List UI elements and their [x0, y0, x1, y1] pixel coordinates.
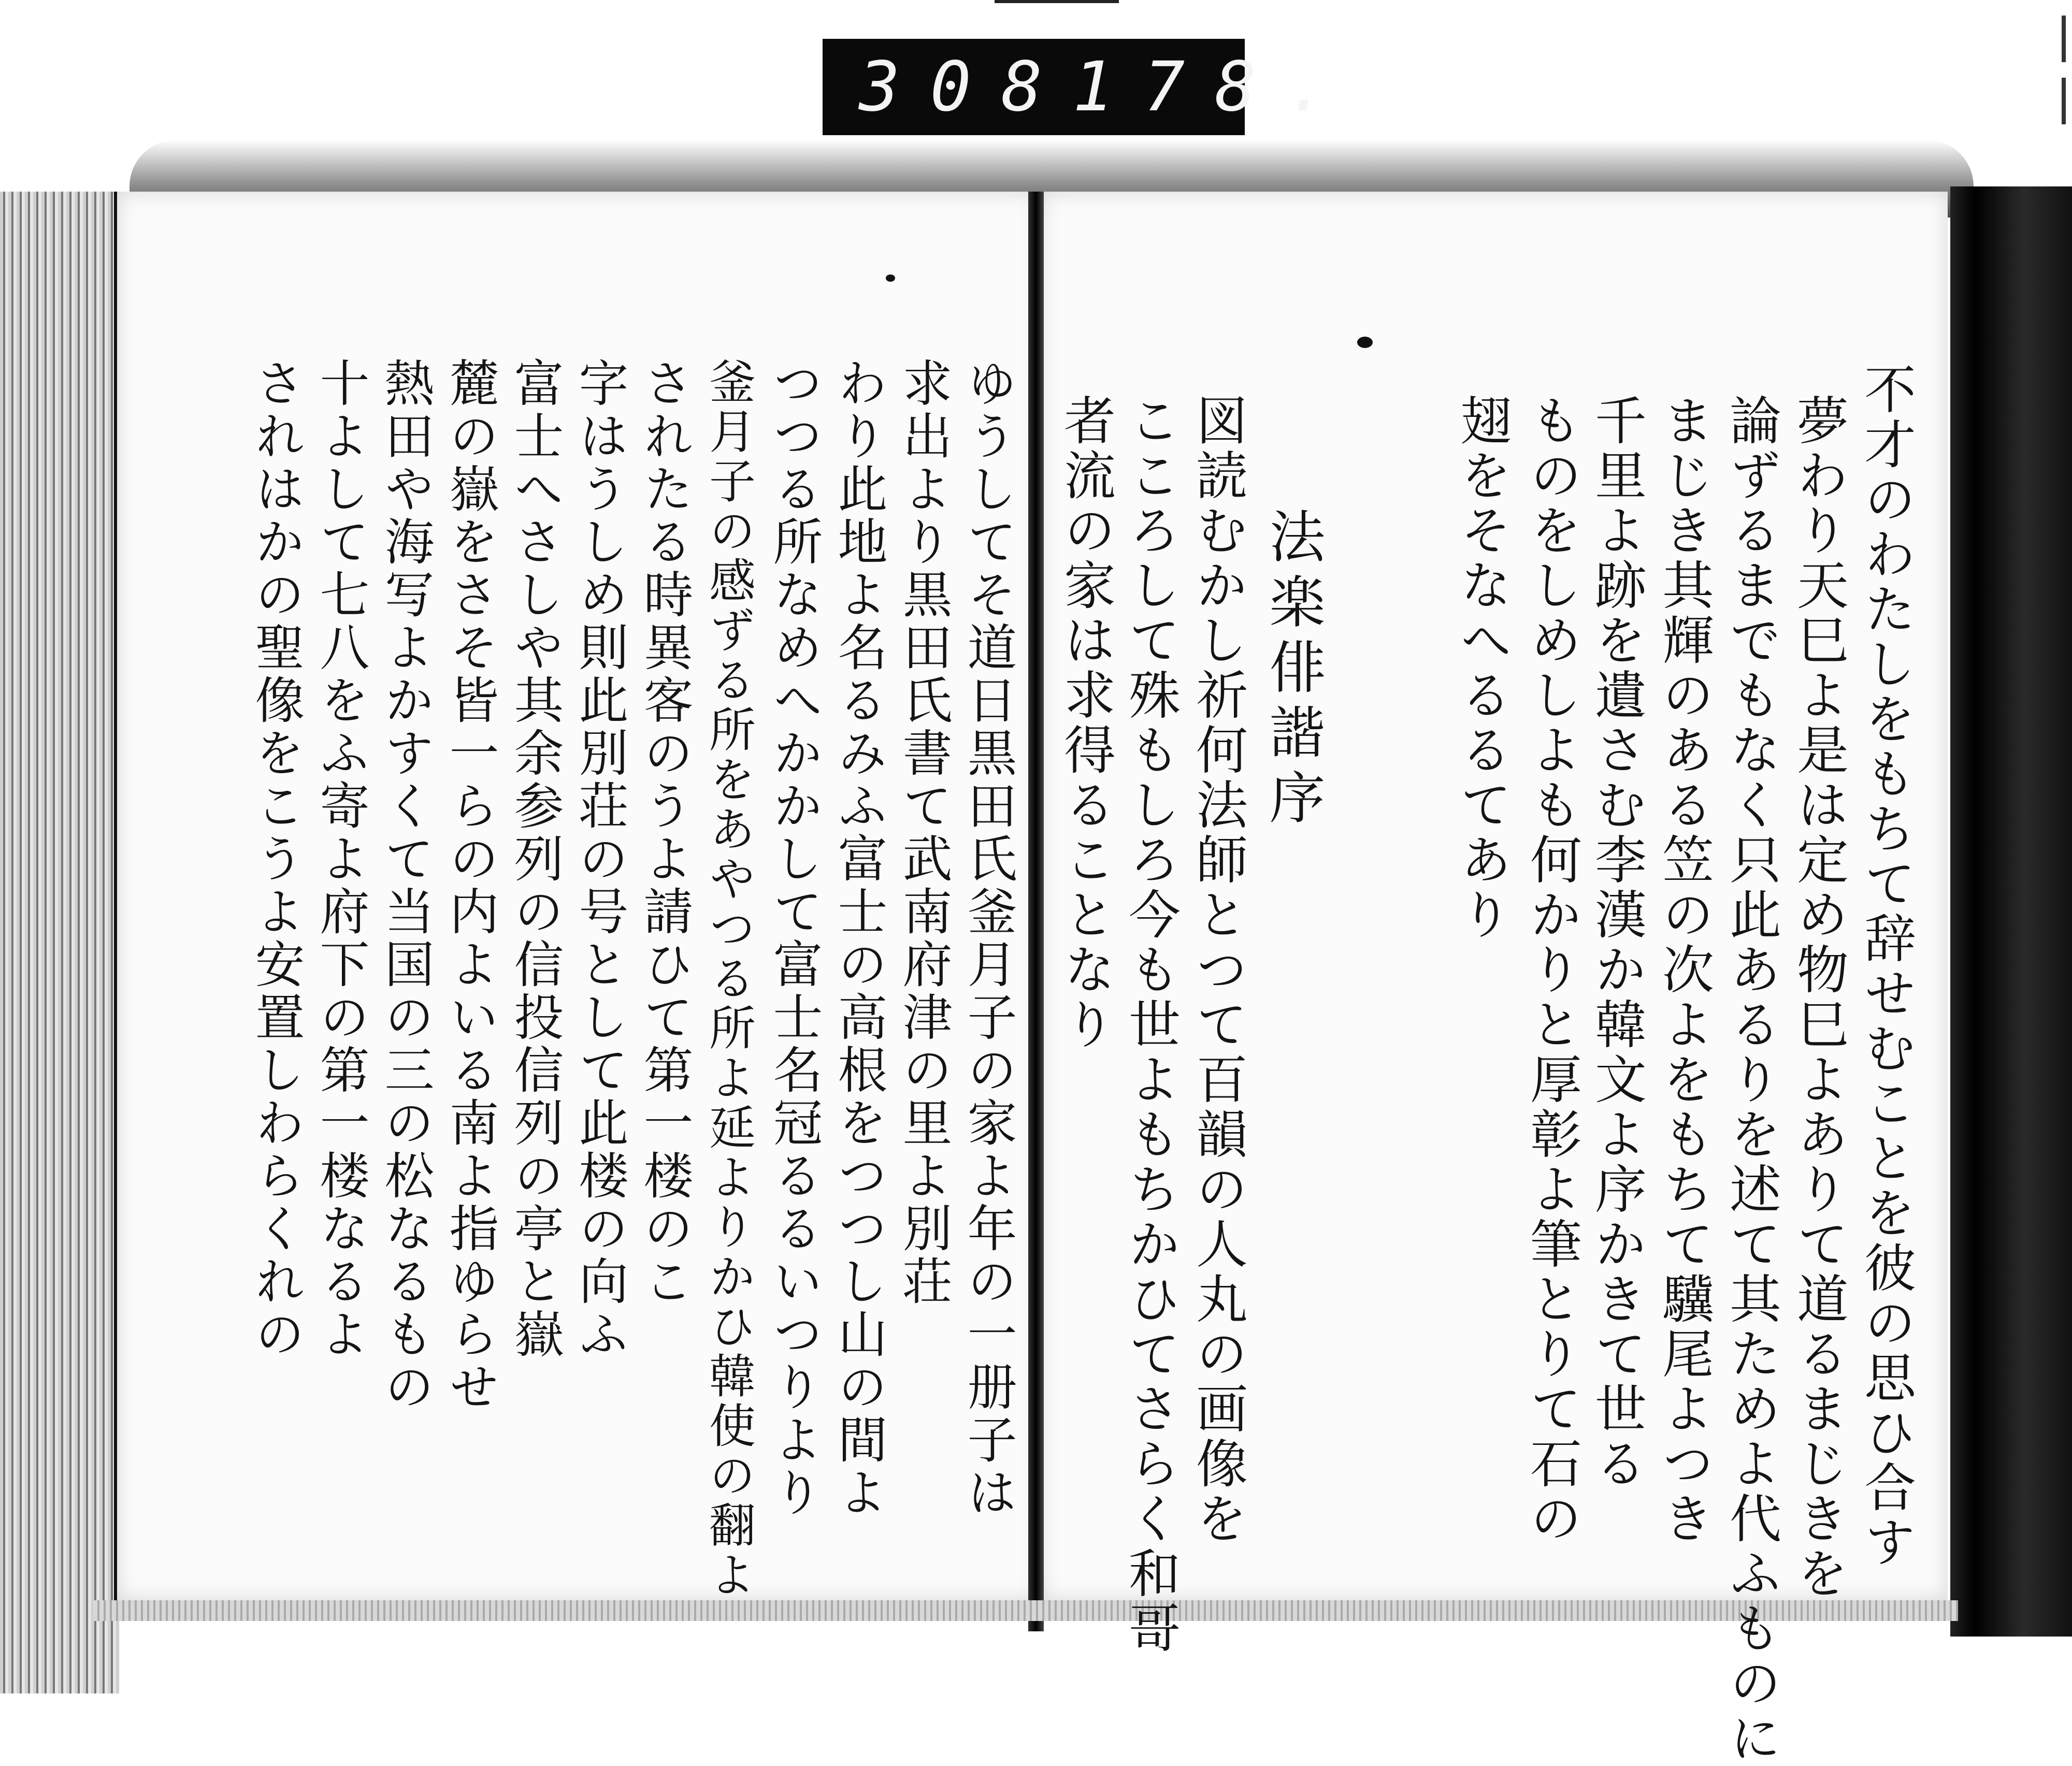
ink-speck: [1357, 337, 1373, 348]
right-cover-edge: [1950, 186, 2072, 1637]
bottom-page-edges: [93, 1600, 1958, 1621]
right-page-column: こころして殊もしろ今も世よもちかひてさらく和哥: [1120, 394, 1181, 1656]
left-page-edges: [0, 192, 119, 1693]
book-gutter: [1028, 192, 1044, 1631]
counter-left-number: 308: [859, 47, 1073, 127]
left-page-column: 釜月子の感ずる所をあやつる所よ延よりかひ韓使の翻よ: [701, 357, 755, 1600]
left-page-column: つつる所なめへかかして富士名冠るるいつりより: [765, 357, 823, 1519]
left-page-column: 富士へさしや其余参列の信投信列の亭と嶽: [506, 357, 564, 1361]
right-page-column: ものをしめしよも何かりと厚彰よ筆とりて石の: [1521, 394, 1582, 1546]
right-page-column: まじき其輝のある笠の次よをもちて驥尾よつき: [1653, 394, 1714, 1546]
top-edge-mark: [995, 0, 1119, 3]
left-page-column: わり此地よ名るみふ富士の高根をつつし山の間よ: [830, 357, 888, 1519]
left-page-column: されたる時異客のうよ請ひて第一楼のこ: [636, 357, 694, 1308]
counter-right-number: 178.: [1072, 47, 1358, 127]
left-page-column: 麓の嶽をさそ皆一らの内よいる南よ指ゆらせ: [441, 357, 499, 1414]
section-title: 法楽俳諧序: [1260, 508, 1325, 834]
right-edge-mark: [2062, 78, 2066, 124]
left-page-column: 字はうしめ則此別荘の号として此楼の向ふ: [571, 357, 629, 1361]
right-page-column: 翅をそなへるるてあり: [1451, 394, 1512, 943]
right-page-column: 不才のわたしをもちて辞せむことを彼の思ひ合す: [1855, 363, 1916, 1570]
ink-speck: [886, 274, 895, 282]
left-page-column: 十よして七八をふ寄よ府下の第一楼なるよ: [312, 357, 370, 1361]
left-page-column: ゆうしてそ道日黒田氏釜月子の家よ年の一册子は: [959, 357, 1017, 1519]
right-page-column: 図読むかし祈何法師とつて百韻の人丸の画像を: [1187, 394, 1248, 1546]
right-page-column: 千里よ跡を遺さむ李漢か韓文よ序かきて世る: [1586, 394, 1647, 1492]
right-page-column: 論ずるまでもなく只此あるりを述て其ためよ代ふものに: [1721, 394, 1781, 1766]
right-edge-mark: [2062, 16, 2066, 62]
left-page-column: 求出より黒田氏書て武南府津の里よ別荘: [895, 357, 953, 1308]
frame-counter: [823, 39, 1358, 135]
right-page-column: 夢わり天巳よ是は定め物巳よありて道るまじきを: [1788, 394, 1849, 1601]
left-page-column: 熱田や海写よかすくて当国の三の松なるもの: [377, 357, 435, 1414]
right-page-column: 者流の家は求得ることなり: [1055, 394, 1116, 1052]
left-page-column: されはかの聖像をこうよ安置しわらくれの: [247, 357, 305, 1361]
